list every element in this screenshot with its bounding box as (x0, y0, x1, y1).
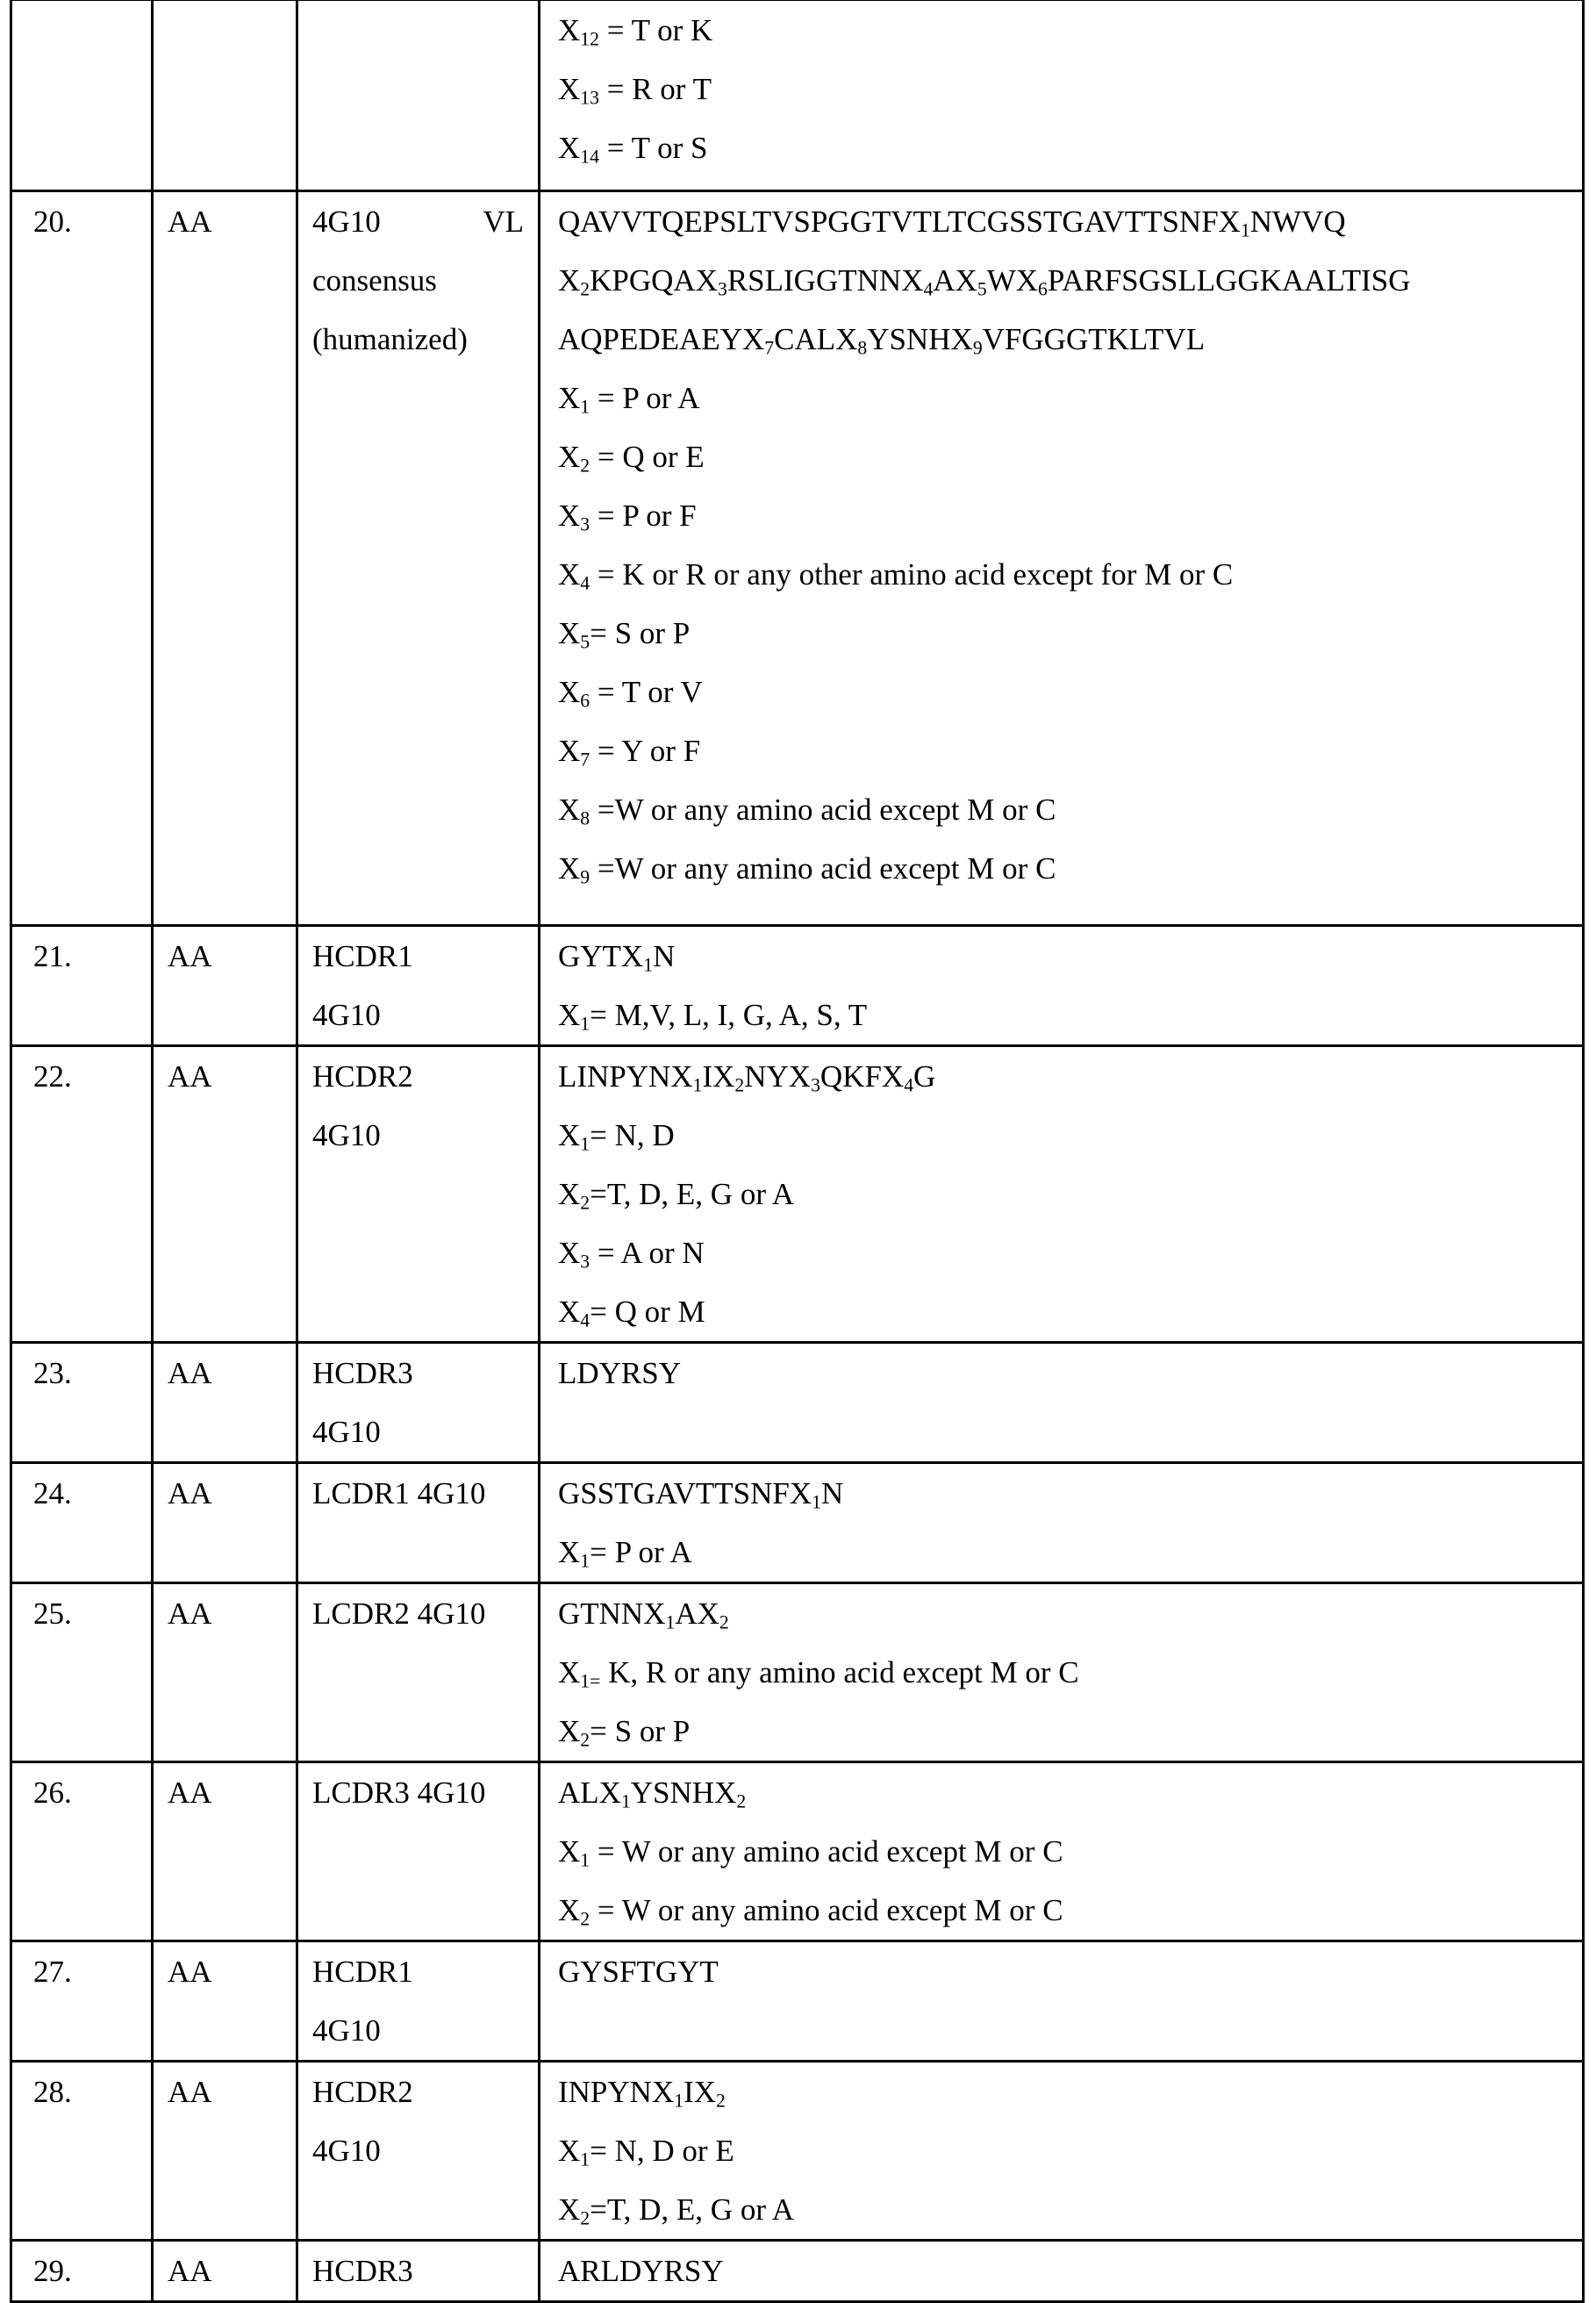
seq-description-cell (297, 1583, 540, 1762)
seq-description-line: HCDR2 (312, 2075, 413, 2109)
subscript-index: 8 (857, 337, 868, 359)
seq-id: 26. (33, 1776, 72, 1810)
seq-type: AA (168, 2075, 212, 2109)
seq-type: AA (168, 1476, 212, 1510)
seq-type: AA (168, 1955, 212, 1989)
seq-type-cell (153, 1583, 297, 1762)
subscript-index: 3 (717, 278, 727, 300)
sequence-line: $X_2=T$, D, E, G or A (558, 2192, 795, 2229)
seq-id: 24. (33, 1476, 72, 1510)
subscript-index: 3 (580, 513, 590, 535)
sequence-line: $X_1= N$, D (558, 1118, 675, 1155)
seq-id: 25. (33, 1596, 72, 1631)
subscript-index: 14 (580, 146, 599, 168)
sequence-text: $LINPYNX_1IX_2NYX_3QKFX_4G$ (558, 1059, 936, 1096)
seq-description-cell (297, 1941, 540, 2062)
subscript-index: 2 (580, 455, 590, 477)
subscript-index: 4 (923, 278, 934, 300)
sequence-line: $X_1= N$, D or E (558, 2134, 734, 2170)
subscript-index: 4 (580, 572, 590, 594)
sequence-line: $X_{13} = R$ or T (558, 72, 712, 109)
seq-description-cell (297, 0, 540, 191)
subscript-index: 1 (692, 1074, 703, 1096)
sequence-cell (540, 1463, 1584, 1583)
seq-id: 27. (33, 1955, 72, 1989)
seq-id: 20. (33, 204, 72, 239)
sequence-line: $X_{14} = T$ or S (558, 131, 708, 168)
seq-description-line: LCDR3 4G10 (312, 1776, 486, 1810)
seq-type: AA (168, 2254, 212, 2288)
subscript-index: 2 (580, 1908, 590, 1930)
sequence-text: $GSSTGAVTTSNFX_1N$ (558, 1476, 844, 1513)
seq-id-cell (11, 1046, 153, 1343)
subscript-index: 12 (580, 28, 599, 50)
subscript-index: 1 (812, 1491, 821, 1513)
seq-type-cell (153, 1046, 297, 1343)
table-row (11, 191, 1584, 926)
seq-type-cell (153, 2062, 297, 2241)
subscript-index: 1 (580, 396, 590, 418)
subscript-index: 1= (580, 1670, 601, 1692)
seq-type: AA (168, 1776, 212, 1810)
table-row (11, 1046, 1584, 1343)
seq-description-line: HCDR1 (312, 939, 413, 973)
subscript-index: 1 (580, 1133, 590, 1155)
subscript-index: 6 (1038, 278, 1048, 300)
seq-type-cell (153, 1941, 297, 2062)
sequence-cell (540, 926, 1584, 1046)
seq-id: 22. (33, 1059, 72, 1094)
seq-description-line: HCDR3 (312, 2254, 413, 2288)
seq-description-line: 4G10 (312, 1415, 381, 1449)
sequence-table-body (11, 0, 1584, 2302)
seq-type-cell (153, 926, 297, 1046)
seq-type: AA (168, 1059, 212, 1094)
seq-type: AA (168, 1596, 212, 1631)
subscript-index: 2 (734, 1074, 745, 1096)
sequence-text: $ALX_1YSNHX_2$ (558, 1776, 747, 1812)
sequence-line: $X_2=T$, D, E, G or A (558, 1177, 795, 1214)
seq-description-line: 4G10 (312, 2013, 381, 2048)
seq-id-cell (11, 1583, 153, 1762)
sequence-line: $X_6 = T$ or V (558, 675, 703, 712)
sequence-cell (540, 1343, 1584, 1463)
sequence-cell (540, 2062, 1584, 2241)
sequence-line: $X_1= P$ or A (558, 1535, 692, 1572)
seq-description-line: 4G10 (312, 2134, 381, 2168)
sequence-text: ARLDYRSY (558, 2254, 724, 2288)
sequence-line: $X_9 =W$ or any amino acid except M or C (558, 851, 1056, 888)
sequence-line: $X_2= S$ or P (558, 1714, 691, 1751)
seq-description-line: (humanized) (312, 322, 468, 356)
seq-description-cell (297, 2062, 540, 2241)
seq-id-cell (11, 926, 153, 1046)
sequence-table (10, 0, 1585, 2303)
table-row (11, 1941, 1584, 2062)
sequence-line: $X_8 =W$ or any amino acid except M or C (558, 793, 1056, 829)
seq-type-cell (153, 191, 297, 926)
sequence-text: GYSFTGYT (558, 1955, 719, 1989)
table-row (11, 2062, 1584, 2241)
table-row (11, 1762, 1584, 1941)
table-row (11, 0, 1584, 191)
table-row (11, 1583, 1584, 1762)
sequence-text: $X_{12} = T$ or K (558, 13, 713, 50)
seq-type: AA (168, 1356, 212, 1390)
sequence-cell (540, 1762, 1584, 1941)
subscript-index: 2 (719, 1611, 729, 1633)
sequence-line: $X_7 = Y$ or F (558, 734, 701, 771)
seq-id-cell (11, 191, 153, 926)
sequence-cell (540, 1583, 1584, 1762)
seq-description-cell (297, 926, 540, 1046)
subscript-index: 6 (580, 690, 590, 712)
sequence-line: $X_3 = P$ or F (558, 499, 697, 535)
sequence-text: $QAVVTQEPSLTVSPGGTVTLTCGSSTGAVTTSNFX_1NWVQ$ (558, 204, 1346, 241)
subscript-index: 5 (977, 278, 987, 300)
seq-type-cell (153, 1463, 297, 1583)
subscript-index: 2 (736, 1790, 747, 1812)
subscript-index: 2 (580, 1729, 590, 1751)
sequence-cell (540, 1941, 1584, 2062)
sequence-text: LDYRSY (558, 1356, 682, 1390)
sequence-line: $AQPEDEAEYX_7CALX_8YSNHX_9VFGGGTKLTVL$ (558, 322, 1206, 359)
subscript-index: 7 (580, 749, 590, 771)
seq-description-line: HCDR3 (312, 1356, 413, 1390)
seq-description-cell (297, 1046, 540, 1343)
subscript-index: 7 (764, 337, 775, 359)
subscript-index: 9 (972, 337, 983, 359)
subscript-index: 1 (580, 1550, 590, 1572)
table-row (11, 926, 1584, 1046)
subscript-index: 2 (580, 2207, 590, 2229)
seq-type-cell (153, 1762, 297, 1941)
seq-type-cell (153, 1343, 297, 1463)
seq-type-cell (153, 0, 297, 191)
sequence-text: $INPYNX_1IX_2$ (558, 2075, 726, 2112)
subscript-index: 1 (580, 2149, 590, 2170)
subscript-index: 3 (811, 1074, 820, 1096)
seq-id-cell (11, 1463, 153, 1583)
seq-id-cell (11, 1343, 153, 1463)
sequence-line: $X_1 = P$ or A (558, 381, 700, 418)
seq-description-line: LCDR2 4G10 (312, 1596, 486, 1631)
sequence-line: $X_4= Q$ or M (558, 1295, 705, 1331)
seq-type-cell (153, 2241, 297, 2302)
sequence-cell (540, 0, 1584, 191)
table-row (11, 1463, 1584, 1583)
table-row (11, 1343, 1584, 1463)
table-row (11, 2241, 1584, 2302)
subscript-index: 2 (716, 2090, 726, 2112)
sequence-line: $X_5= S$ or P (558, 616, 691, 653)
sequence-text: $GTNNX_1AX_2$ (558, 1596, 729, 1633)
subscript-index: 2 (580, 1192, 590, 1214)
subscript-index: 1 (643, 954, 654, 976)
seq-id-cell (11, 2062, 153, 2241)
subscript-index: 2 (580, 278, 590, 300)
seq-description-line: LCDR1 4G10 (312, 1476, 486, 1510)
subscript-index: 9 (580, 866, 590, 888)
seq-id-cell (11, 1762, 153, 1941)
subscript-index: 4 (904, 1074, 914, 1096)
sequence-line: $X_{1=}$ K, R or any amino acid except M or C (558, 1655, 1079, 1692)
sequence-line: $X_4 = K$ or R or any other amino acid except for M or C (558, 557, 1234, 594)
seq-id: 21. (33, 939, 72, 973)
subscript-index: 1 (580, 1013, 590, 1035)
sequence-line: $X_1= M,V$, L, I, G, A, S, T (558, 998, 868, 1035)
subscript-index: 8 (580, 807, 590, 829)
sequence-line: $X_2 = W$ or any amino acid except M or C (558, 1893, 1063, 1930)
subscript-index: 3 (580, 1251, 590, 1273)
subscript-index: 1 (580, 1849, 590, 1871)
seq-description-line: 4G10 VL (312, 204, 524, 239)
sequence-line: $X_3 = A$ or N (558, 1236, 705, 1273)
seq-description-line: HCDR2 (312, 1059, 413, 1094)
seq-type: AA (168, 939, 212, 973)
sequence-cell (540, 2241, 1584, 2302)
seq-description-line: 4G10 (312, 1118, 381, 1152)
subscript-index: 1 (620, 1790, 631, 1812)
seq-id-cell (11, 0, 153, 191)
seq-description-line: HCDR1 (312, 1955, 413, 1989)
seq-description-line: consensus (312, 263, 437, 298)
subscript-index: 1 (665, 1611, 676, 1633)
sequence-cell (540, 191, 1584, 926)
seq-description-cell (297, 2241, 540, 2302)
subscript-index: 1 (674, 2090, 684, 2112)
sequence-line: $X_2 = Q$ or E (558, 440, 705, 477)
sequence-line: $X_2KPGQAX_3RSLIGGTNNX_4AX_5WX_6PARFSGSLLGGKAALTISG$ (558, 263, 1411, 300)
sequence-line: $X_1 = W$ or any amino acid except M or C (558, 1834, 1063, 1871)
seq-id-cell (11, 2241, 153, 2302)
subscript-index: 5 (580, 631, 590, 653)
subscript-index: 1 (1240, 219, 1250, 241)
subscript-index: 4 (580, 1309, 590, 1331)
seq-id: 29. (33, 2254, 72, 2288)
seq-type: AA (168, 204, 212, 239)
seq-id-cell (11, 1941, 153, 2062)
seq-description-cell (297, 191, 540, 926)
seq-id: 23. (33, 1356, 72, 1390)
seq-description-cell (297, 1762, 540, 1941)
seq-description-line: 4G10 (312, 998, 381, 1032)
seq-description-cell (297, 1463, 540, 1583)
subscript-index: 13 (580, 87, 599, 109)
sequence-text: $GYTX_1N$ (558, 939, 676, 976)
seq-description-cell (297, 1343, 540, 1463)
seq-id: 28. (33, 2075, 72, 2109)
sequence-cell (540, 1046, 1584, 1343)
